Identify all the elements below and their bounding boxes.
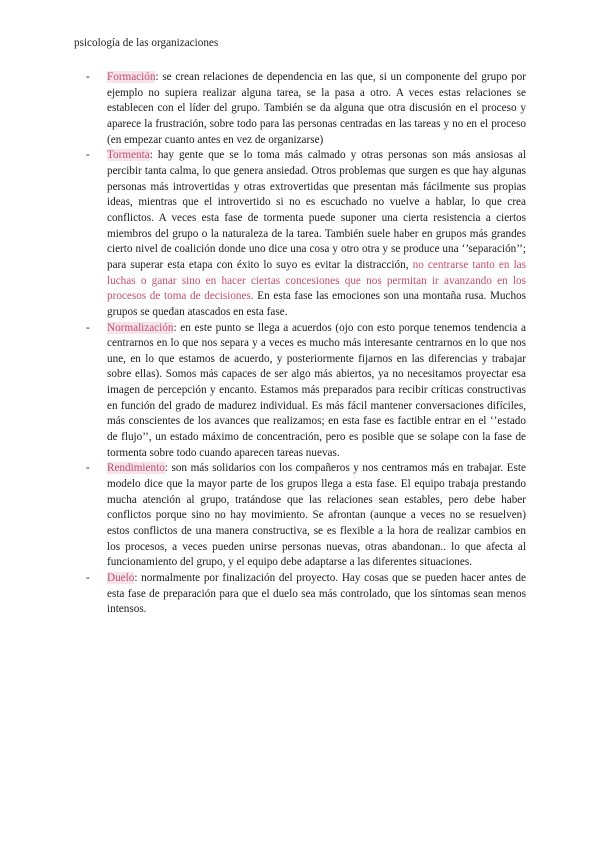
bullet: -	[86, 71, 90, 83]
list-item-normalizacion	[86, 321, 526, 462]
list-item-formacion	[86, 70, 526, 148]
bullet: -	[86, 462, 90, 475]
list-item-duelo	[86, 571, 526, 618]
item-body: : normalmente por finalización del proyecto. Hay cosas que se pueden hacer antes de esta fase de preparación para que el duelo sea más controlado, que los síntomas sean menos intensos.	[107, 572, 526, 616]
term-highlight: Formación	[107, 71, 156, 83]
list-item-rendimiento	[86, 461, 526, 571]
term-highlight: Duelo	[107, 572, 135, 584]
bullet: -	[86, 572, 90, 584]
item-body: : en este punto se llega a acuerdos (ojo con esto porque tenemos tendencia a centrarnos en lo que nos separa y a veces es mucho más interesante centrarnos en lo que nos une, en lo que estamos de acuerdo, y posteriormente fijarnos en las diferencias y trabajar sobre ellas). Somos más capaces de ser algo más abiertos, ya no necesitamos proyectar esa imagen de percepción y encanto. Estamos más preparados para recibir críticas constructivas en función del grado de madurez individual. Es más fácil mantener conversaciones difíciles, más conscientes de los avances que realizamos; en esta fase es factible entrar en el ‘’estado de flujo’’, un estado máximo de concentración, pero es posible que se solape con la fase de tormenta sobre todo cuando aparecen tareas nuevas.	[107, 321, 526, 459]
list-item-text	[107, 70, 526, 148]
bullet: -	[86, 149, 90, 162]
term-highlight: Tormenta	[107, 149, 150, 162]
highlighted-text: no centrarse tanto en las luchas o ganar sino en hacer ciertas concesiones que nos permitan ir avanzando en los procesos de toma de decisiones.	[107, 258, 526, 303]
term-highlight: Normalización	[107, 321, 174, 334]
list-item-tormenta	[86, 148, 526, 320]
list-item-text	[107, 321, 526, 462]
item-body: : se crean relaciones de dependencia en las que, si un componente del grupo por ejemplo no supiera realizar alguna tarea, se la pasa a otro. A veces estas relaciones se establecen con el líder del grupo. También se da alguna que otra discusión en el proceso y aparece la frustración, sobre todo para las personas centradas en las tareas y no en el proceso (en empezar cuanto antes en vez de organizarse)	[107, 71, 526, 146]
item-body: : hay gente que se lo toma más calmado y otras personas son más ansiosas al percibir tanta calma, lo que genera ansiedad. Otros problemas que surgen es que hay algunas personas más introvertidas y otras extrovertidas que presentan más fácilmente sus propias ideas, mientras que el introvertido si no es escuchado no vuelve a hablar, lo que crea conflictos. A veces esta fase de tormenta puede suponer una cierta resistencia a ciertos miembros del grupo o la naturaleza de la tarea. También suele haber en grupos más grandes cierto nivel de coalición donde uno dice una cosa y otro otra y se produce una ‘’separación’’; para superar esta etapa con éxito lo suyo es evitar la distracción,	[107, 149, 526, 271]
list-item-text	[107, 148, 526, 320]
list-item-text	[107, 461, 526, 571]
term-highlight: Rendimiento	[107, 462, 165, 475]
item-body: : son más solidarios con los compañeros y nos centramos más en trabajar. Este modelo dice que la mayor parte de los grupos llega a esta fase. El equipo trabaja prestando mucha atención al grupo, tratándose que las relaciones sean estables, pero debe haber conflictos porque sino no hay movimiento. Se afrontan (aunque a veces no se resuelven) estos conflictos de una manera constructiva, se es flexible a la hora de realizar cambios en los procesos, a veces pueden unirse personas nuevas, otras abandonan.. lo que afecta al funcionamiento del grupo, y el equipo debe adaptarse a las diferentes situaciones.	[107, 462, 526, 569]
page-header: psicología de las organizaciones	[74, 37, 219, 49]
item-body-tail: En esta fase las emociones son una montaña rusa. Muchos grupos se quedan atascados en esta fase.	[107, 290, 526, 318]
bullet: -	[86, 321, 90, 334]
list-item-text	[107, 571, 526, 618]
document-body	[86, 70, 526, 618]
